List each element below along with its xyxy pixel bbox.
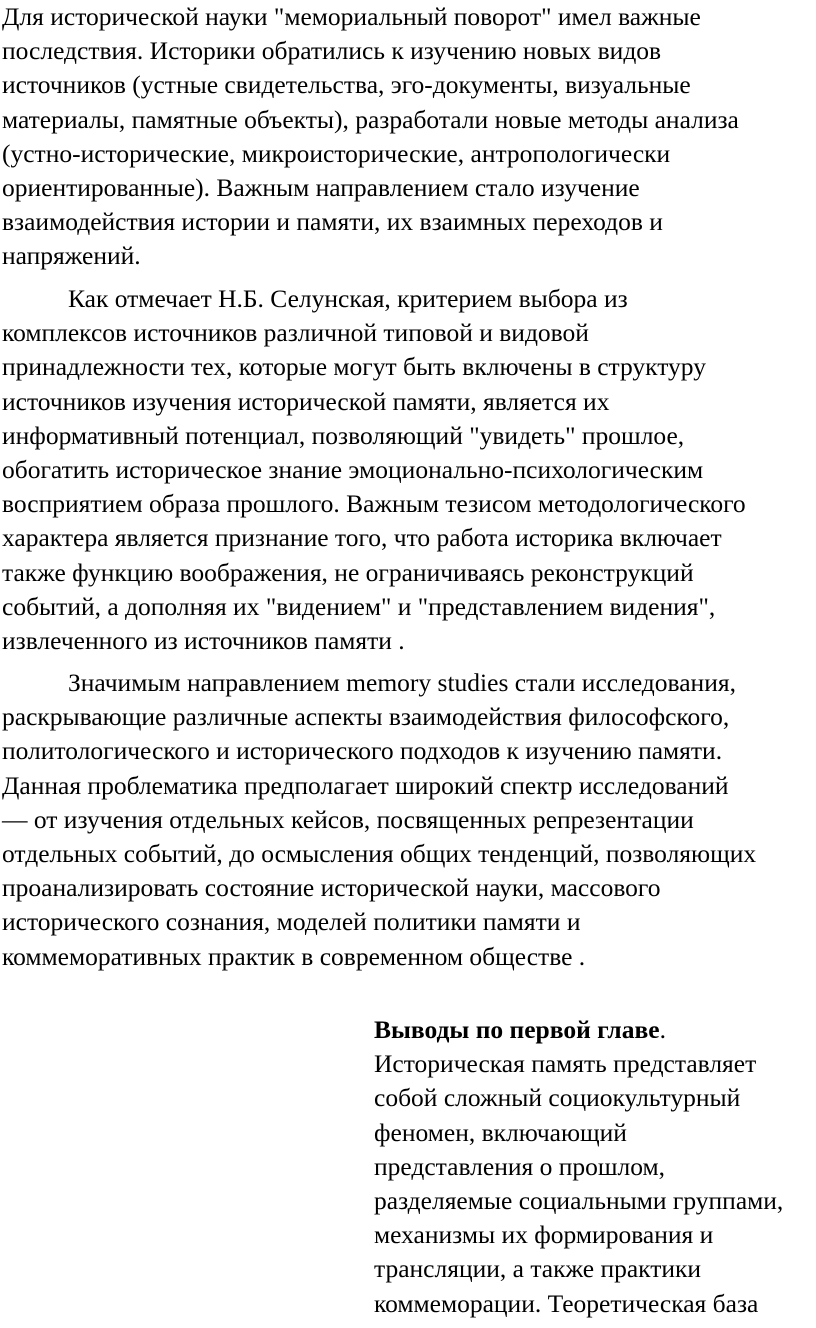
text-line: информативный потенциал, позволяющий "увидеть" прошлое, xyxy=(2,420,685,450)
text-line: коммеморации. Теоретическая база xyxy=(374,1288,759,1318)
text-line: восприятием образа прошлого. Важным тезисом методологического xyxy=(2,489,746,519)
text-line: собой сложный социокультурный xyxy=(374,1083,741,1113)
text-line: — от изучения отдельных кейсов, посвященных репрезентации xyxy=(2,804,694,834)
text-line: источников (устные свидетельства, эго-документы, визуальные xyxy=(2,70,691,100)
text-line: представления о прошлом, xyxy=(374,1151,665,1181)
conclusion-heading-line xyxy=(374,1013,783,1047)
text-line: обогатить историческое знание эмоционально-психологическим xyxy=(2,455,704,485)
conclusion-heading-suffix: . xyxy=(659,1015,666,1044)
text-line: последствия. Историки обратились к изучению новых видов xyxy=(2,36,662,66)
text-line: характера является признание того, что работа историка включает xyxy=(2,523,722,553)
text-line: Для исторической науки "мемориальный поворот" имел важные xyxy=(2,2,701,31)
text-line: разделяемые социальными группами, xyxy=(374,1186,784,1216)
text-line: напряжений. xyxy=(2,241,141,271)
conclusion-section xyxy=(374,1013,783,1321)
text-line: феномен, включающий xyxy=(374,1117,627,1147)
text-line: проанализировать состояние исторической науки, массового xyxy=(2,873,661,903)
text-line: материалы, памятные объекты), разработали новые методы анализа xyxy=(2,104,739,134)
text-line: трансляции, а также практики xyxy=(374,1254,702,1284)
text-line: Данная проблематика предполагает широкий спектр исследований xyxy=(2,770,729,800)
text-line: исторического сознания, моделей политики памяти и xyxy=(2,907,581,937)
conclusion-heading: Выводы по первой главе xyxy=(374,1015,660,1044)
text-line: Историческая память представляет xyxy=(374,1049,757,1079)
text-line: комплексов источников различной типовой и видовой xyxy=(2,318,589,348)
paragraph-selunskaya xyxy=(2,282,746,658)
text-line: Как отмечает Н.Б. Селунская, критерием выбора из xyxy=(68,284,628,313)
paragraph-memory-studies xyxy=(2,666,756,974)
text-line: взаимодействия истории и памяти, их взаимных переходов и xyxy=(2,207,663,237)
text-line: принадлежности тех, которые могут быть включены в структуру xyxy=(2,352,706,382)
paragraph-memorial-turn xyxy=(2,0,739,274)
text-line: механизмы их формирования и xyxy=(374,1220,714,1250)
text-line: раскрывающие различные аспекты взаимодействия философского, xyxy=(2,702,730,732)
text-line: событий, а дополняя их "видением" и "представлением видения", xyxy=(2,591,716,621)
text-line: извлеченного из источников памяти . xyxy=(2,626,405,656)
text-line: также функцию воображения, не ограничиваясь реконструкций xyxy=(2,557,694,587)
text-line: (устно-исторические, микроисторические, антропологически xyxy=(2,138,671,168)
text-line: Значимым направлением memory studies стали исследования, xyxy=(68,668,736,697)
text-line: источников изучения исторической памяти, является их xyxy=(2,386,610,416)
text-line: отдельных событий, до осмысления общих тенденций, позволяющих xyxy=(2,839,757,869)
text-line: коммеморативных практик в современном обществе . xyxy=(2,941,586,971)
text-line: ориентированные). Важным направлением стало изучение xyxy=(2,173,640,203)
text-line: политологического и исторического подходов к изучению памяти. xyxy=(2,736,723,766)
